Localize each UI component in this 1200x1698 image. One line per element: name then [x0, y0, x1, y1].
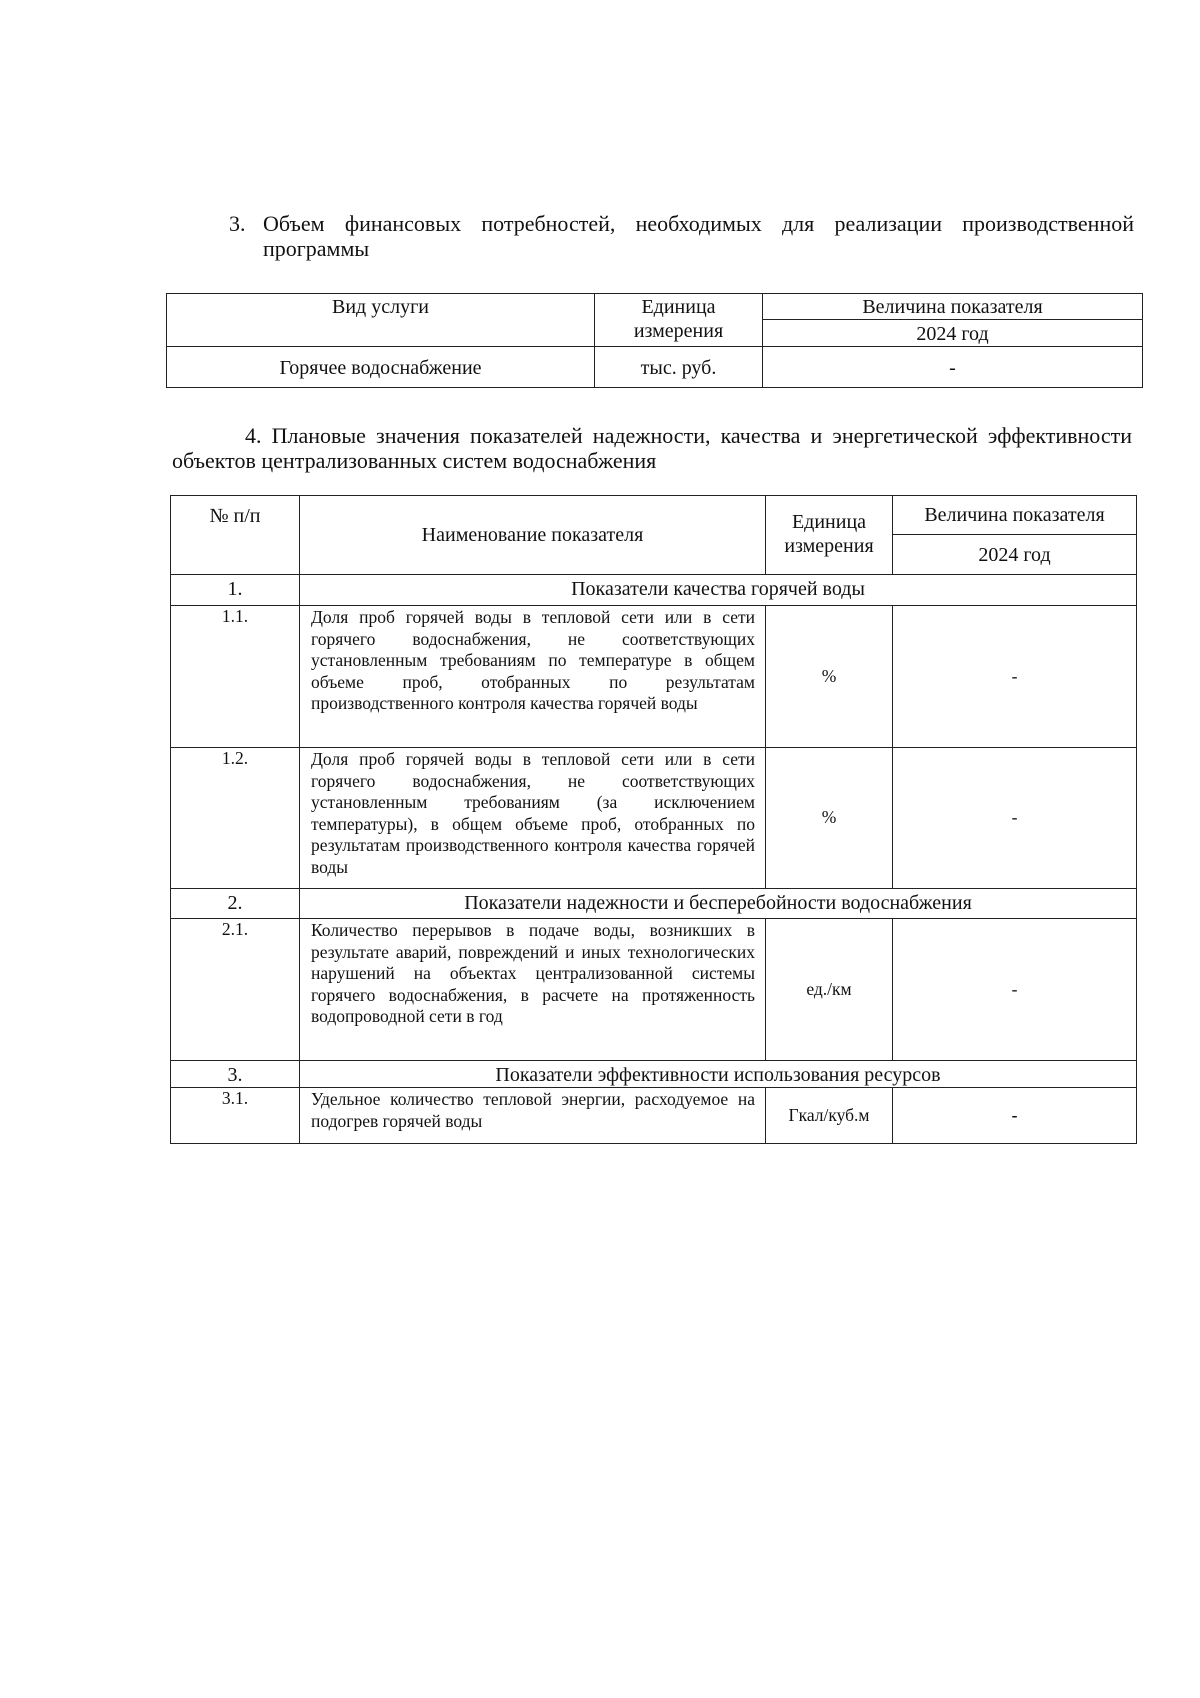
- group-title: Показатели эффективности использования ресурсов: [300, 1061, 1137, 1088]
- header-value: Величина показателя: [763, 294, 1143, 320]
- table-row: [167, 347, 1143, 388]
- header-service: Вид услуги: [167, 294, 595, 347]
- cell-value: -: [763, 347, 1143, 388]
- group-num: 1.: [171, 575, 300, 606]
- row-num: 2.1.: [171, 919, 300, 1061]
- row-name: Количество перерывов в подаче воды, возникших в результате аварий, повреждений и иных технологических нарушений на объектах централизованной системы горячего водоснабжения, в расчете на протяженность водопроводной сети в год: [300, 919, 766, 1061]
- section-4-heading: 4. Плановые значения показателей надежности, качества и энергетической эффективности объектов централизованных систем водоснабжения: [172, 423, 1132, 473]
- group-title: Показатели надежности и бесперебойности водоснабжения: [300, 889, 1137, 919]
- header-unit: Единица измерения: [595, 294, 763, 347]
- row-name: Доля проб горячей воды в тепловой сети или в сети горячего водоснабжения, не соответствующих установленным требованиям по температуре в общем объеме проб, отобранных по результатам производственного контроля качества горячей воды: [300, 606, 766, 748]
- table-row: [171, 748, 1137, 889]
- cell-unit: тыс. руб.: [595, 347, 763, 388]
- header-name: Наименование показателя: [300, 496, 766, 575]
- table-row: [171, 1088, 1137, 1144]
- header-year: 2024 год: [893, 535, 1137, 575]
- group-title: Показатели качества горячей воды: [300, 575, 1137, 606]
- row-value: -: [893, 919, 1137, 1061]
- row-value: -: [893, 606, 1137, 748]
- table-row: [171, 606, 1137, 748]
- row-name: Удельное количество тепловой энергии, расходуемое на подогрев горячей воды: [300, 1088, 766, 1144]
- cell-service: Горячее водоснабжение: [167, 347, 595, 388]
- row-unit: Гкал/куб.м: [766, 1088, 893, 1144]
- row-num: 3.1.: [171, 1088, 300, 1144]
- header-num: № п/п: [171, 496, 300, 575]
- row-name: Доля проб горячей воды в тепловой сети или в сети горячего водоснабжения, не соответствующих установленным требованиям (за исключением температуры), в общем объеме проб, отобранных по результатам производственного контроля качества горячей воды: [300, 748, 766, 889]
- group-row: [171, 889, 1137, 919]
- header-unit: Единица измерения: [766, 496, 893, 575]
- row-unit: %: [766, 748, 893, 889]
- group-num: 2.: [171, 889, 300, 919]
- row-value: -: [893, 1088, 1137, 1144]
- row-num: 1.1.: [171, 606, 300, 748]
- section-3-number: 3.: [229, 211, 246, 236]
- section-3-title: Объем финансовых потребностей, необходимых для реализации производственной программы: [263, 211, 1134, 261]
- group-row: [171, 575, 1137, 606]
- row-num: 1.2.: [171, 748, 300, 889]
- financial-needs-table: [166, 293, 1143, 388]
- header-value: Величина показателя: [893, 496, 1137, 535]
- header-year: 2024 год: [763, 320, 1143, 347]
- table-row: [171, 919, 1137, 1061]
- row-value: -: [893, 748, 1137, 889]
- group-num: 3.: [171, 1061, 300, 1088]
- row-unit: %: [766, 606, 893, 748]
- indicators-table: [170, 495, 1137, 1144]
- group-row: [171, 1061, 1137, 1088]
- row-unit: ед./км: [766, 919, 893, 1061]
